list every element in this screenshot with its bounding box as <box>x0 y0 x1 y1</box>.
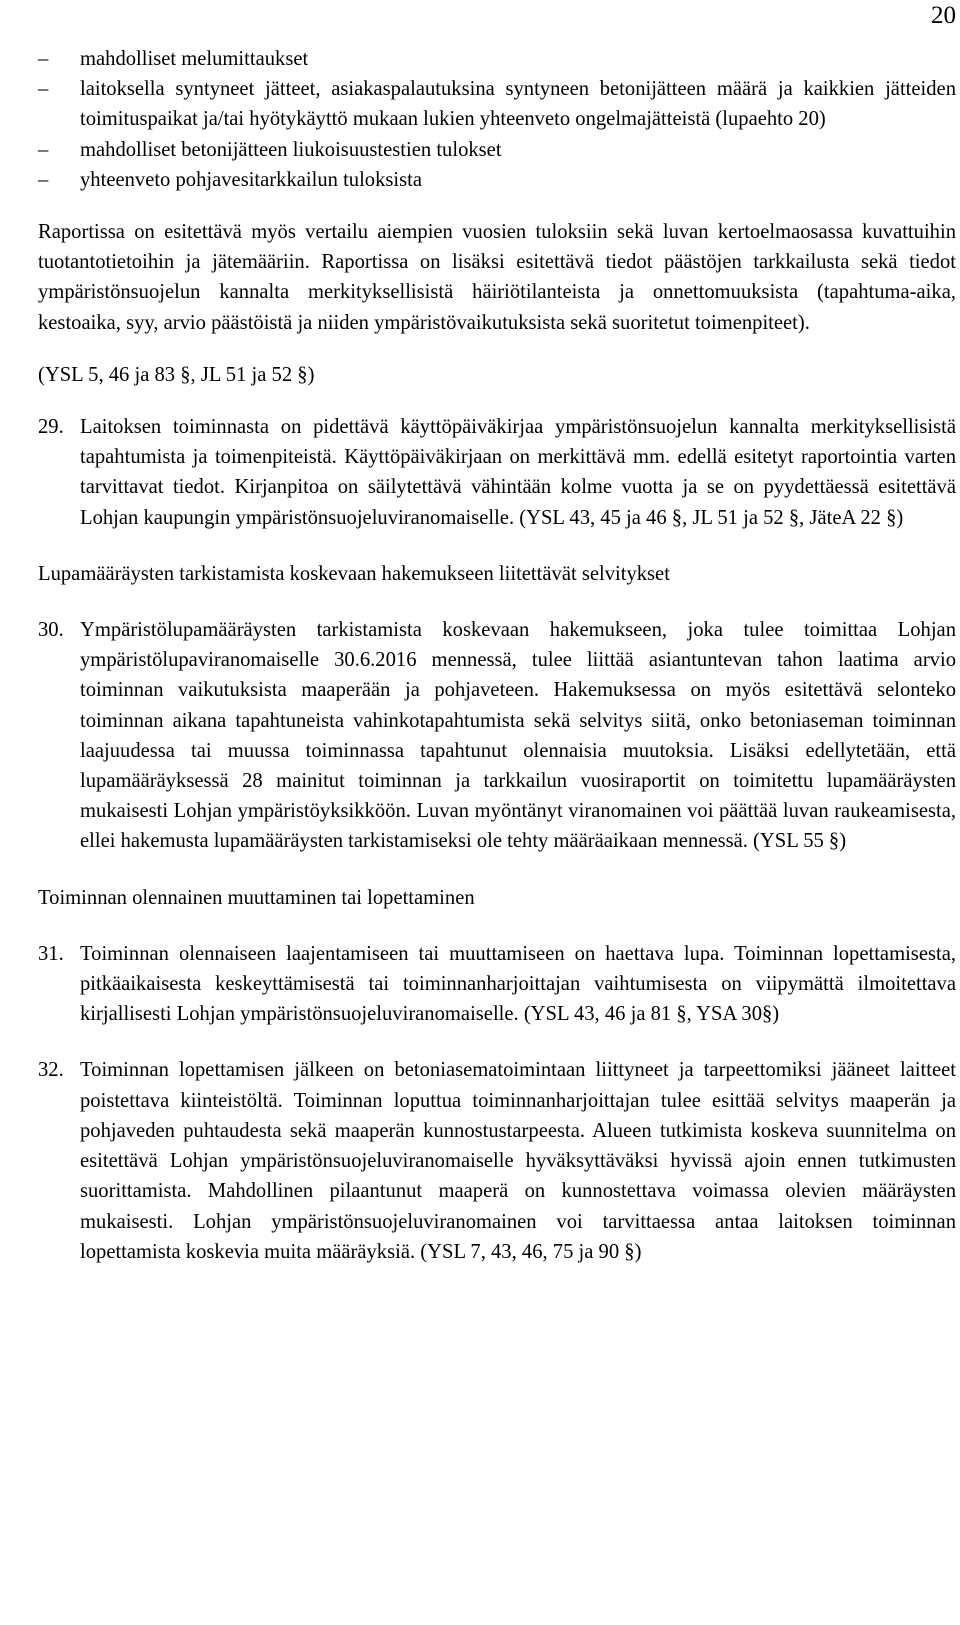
provision-number: 31. <box>38 942 64 965</box>
report-contents-list <box>38 44 956 195</box>
section-heading: Toiminnan olennainen muuttaminen tai lopettaminen <box>38 886 475 909</box>
provision-text: Ympäristölupamääräysten tarkistamista koskevaan hakemukseen, joka tulee toimittaa Lohjan ympäristölupaviranomaiselle 30.6.2016 mennessä, tulee liittää asiantuntevan tahon laatima arvio toiminnan vaikutuksista maaperään ja pohjaveteen. Hakemuksessa on myös esitettävä selonteko toiminnan aikana tapahtuneista vahinkotapahtumista sekä selvitys siitä, onko betoniaseman toiminnan laajuudessa tai muussa toiminnassa tapahtunut olennaisia muutoksia. Lisäksi edellytetään, että lupamääräyksessä 28 mainitut toiminnan ja tarkkailun vuosiraportit on toimitettu lupamääräysten mukaisesti Lohjan ympäristöyksikköön. Luvan myöntänyt viranomainen voi päättää luvan raukeamisesta, ellei hakemusta lupamääräysten tarkistamiseksi ole tehty määräaikaan mennessä. (YSL 55 §) <box>80 619 956 853</box>
provision-text: Toiminnan lopettamisen jälkeen on betoniasematoimintaan liittyneet ja tarpeettomiksi jääneet laitteet poistettava kiinteistöltä. Toiminnan loputtua toiminnanharjoittajan tulee esittää selvitys maaperän ja pohjaveden puhtaudesta sekä maaperän kunnostustarpeesta. Alueen tutkimista koskeva suunnitelma on esitettävä Lohjan ympäristönsuojeluviranomaiselle hyväksyttäväksi hyvissä ajoin ennen tutkimusten suorittamista. Mahdollinen pilaantunut maaperä on kunnostettava voimassa olevien määräysten mukaisesti. Lohjan ympäristönsuojeluviranomainen voi tarvittaessa antaa laitoksen toiminnan lopettamista koskevia muita määräyksiä. (YSL 7, 43, 46, 75 ja 90 §) <box>80 1059 956 1263</box>
provision-text: Laitoksen toiminnasta on pidettävä käyttöpäiväkirjaa ympäristönsuojelun kannalta merkityksellisistä tapahtumista ja toimenpiteistä. Käyttöpäiväkirjaan on merkittävä mm. edellä esitetyt raportointia varten tarvittavat tiedot. Kirjanpitoa on säilytettävä vähintään kolme vuotta ja se on pyydettäessä esitettävä Lohjan kaupungin ympäristönsuojeluviranomaiselle. (YSL 43, 45 ja 46 §, JL 51 ja 52 §, JäteA 22 §) <box>80 416 956 529</box>
provision-32 <box>38 1055 956 1266</box>
page-number: 20 <box>931 2 956 29</box>
legal-reference: (YSL 5, 46 ja 83 §, JL 51 ja 52 §) <box>38 363 315 386</box>
provision-31 <box>38 939 956 1030</box>
provision-number: 30. <box>38 619 64 642</box>
list-item: – yhteenveto pohjavesitarkkailun tuloksista <box>38 165 956 195</box>
provision-number: 29. <box>38 416 64 439</box>
report-paragraph: Raportissa on esitettävä myös vertailu aiempien vuosien tuloksiin sekä luvan kertoelmaosassa kuvattuihin tuotantotietoihin ja jätemääriin. Raportissa on lisäksi esitettävä tiedot päästöjen tarkkailusta sekä tiedot ympäristönsuojelun kannalta merkityksellisistä häiriötilanteista ja onnettomuuksista (tapahtuma-aika, kestoaika, syy, arvio päästöistä ja niiden ympäristövaikutuksista sekä suoritetut toimenpiteet). <box>38 221 956 334</box>
list-item: – mahdolliset melumittaukset <box>38 44 956 74</box>
provision-30 <box>38 615 956 857</box>
provision-29 <box>38 412 956 533</box>
provision-number: 32. <box>38 1059 64 1082</box>
section-heading: Lupamääräysten tarkistamista koskevaan hakemukseen liitettävät selvitykset <box>38 562 670 585</box>
list-item: – mahdolliset betonijätteen liukoisuustestien tulokset <box>38 135 956 165</box>
list-item: – laitoksella syntyneet jätteet, asiakaspalautuksina syntyneen betonijätteen määrä ja kaikkien jätteiden toimituspaikat ja/tai hyötykäyttö mukaan lukien yhteenveto ongelmajätteistä (lupaehto 20) <box>38 74 956 134</box>
document-body <box>38 44 956 1267</box>
provision-text: Toiminnan olennaiseen laajentamiseen tai muuttamiseen on haettava lupa. Toiminnan lopettamisesta, pitkäaikaisesta keskeyttämisestä tai toiminnanharjoittajan vaihtumisesta on viipymättä ilmoitettava kirjallisesti Lohjan ympäristönsuojeluviranomaiselle. (YSL 43, 46 ja 81 §, YSA 30§) <box>80 942 956 1026</box>
